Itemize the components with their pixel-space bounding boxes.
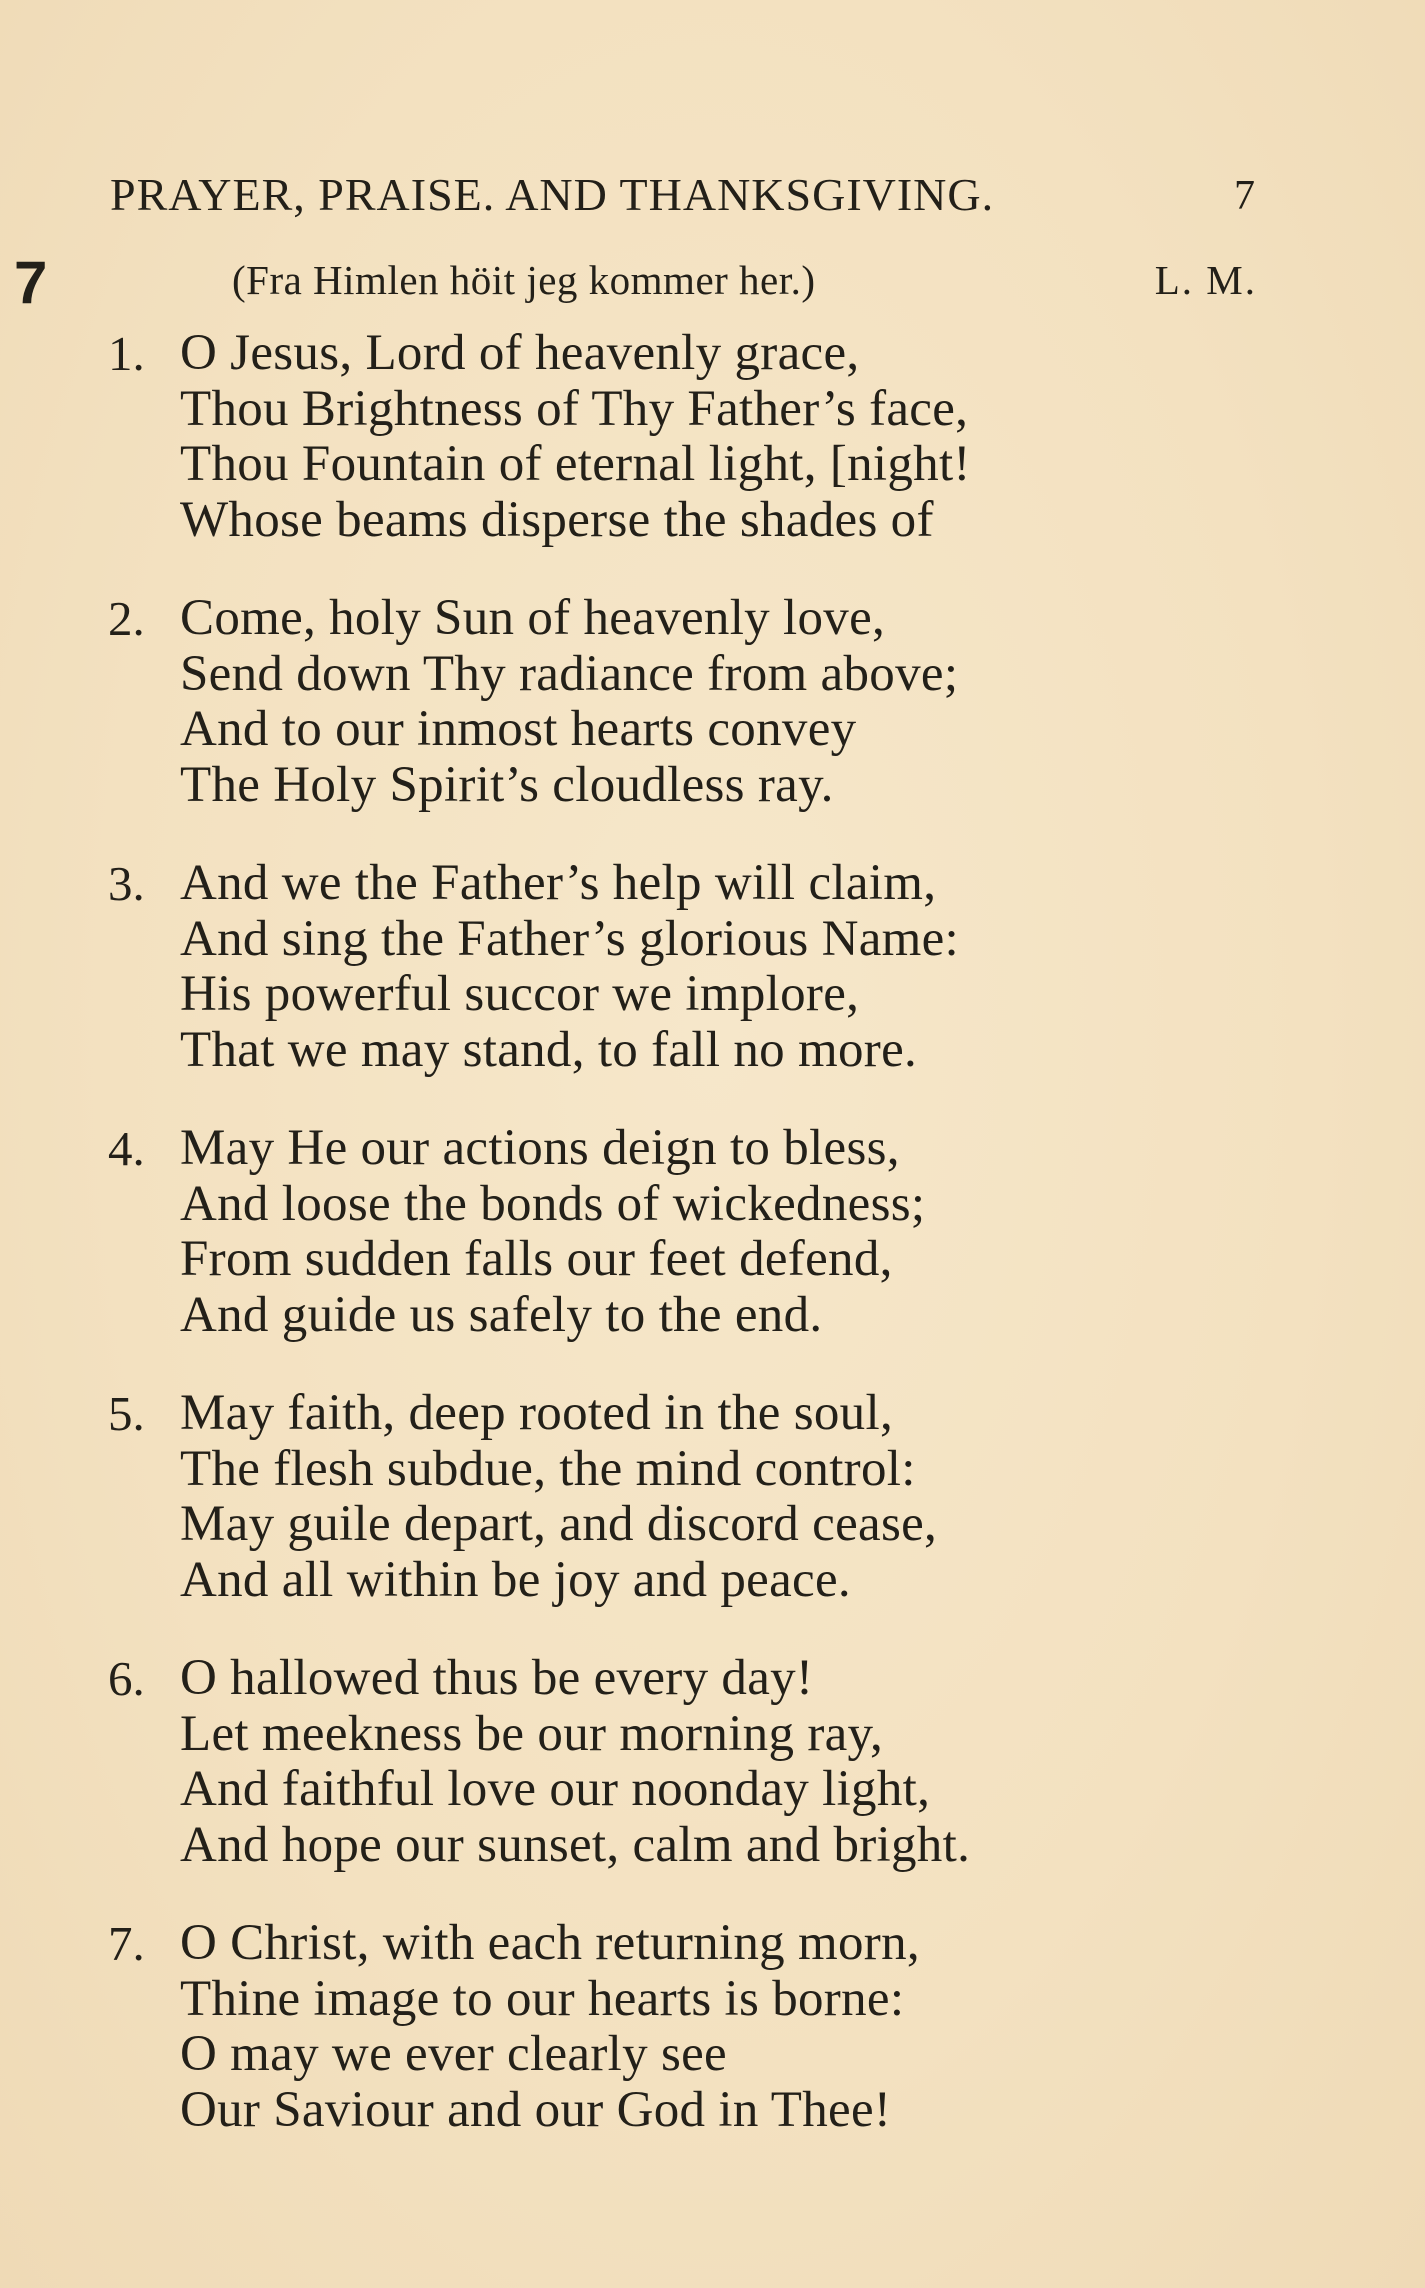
- verse: [108, 326, 1268, 591]
- verse-line: Come, holy Sun of heavenly love,: [180, 590, 886, 646]
- verse-line: And we the Father’s help will claim,: [180, 855, 937, 911]
- verses: [108, 326, 1268, 2181]
- verse-number: 3.: [108, 856, 145, 911]
- page-number: 7: [1234, 173, 1255, 219]
- verse-lines: [180, 591, 958, 813]
- verse-line: O hallowed thus be every day!: [180, 1650, 814, 1706]
- verse-lines: [180, 856, 959, 1078]
- verse-line: O Christ, with each returning morn,: [180, 1915, 920, 1971]
- verse-line: And guide us safely to the end.: [180, 1286, 823, 1343]
- verse-number: 5.: [108, 1386, 145, 1441]
- verse-line: Let meekness be our morning ray,: [180, 1705, 884, 1762]
- verse-line: That we may stand, to fall no more.: [180, 1021, 918, 1078]
- verse-line: From sudden falls our feet defend,: [180, 1231, 893, 1287]
- tune-line: [232, 256, 1257, 308]
- tune-name: (Fra Himlen höit jeg kommer her.): [232, 257, 816, 303]
- verse: [108, 591, 1268, 856]
- verse-line: May He our actions deign to bless,: [180, 1120, 900, 1176]
- verse-line: May faith, deep rooted in the soul,: [180, 1385, 893, 1441]
- verse-line: The flesh subdue, the mind control:: [180, 1440, 916, 1497]
- verse: [108, 1386, 1268, 1651]
- verse-line: O Jesus, Lord of heavenly grace,: [180, 325, 860, 381]
- verse-number: 1.: [108, 326, 145, 381]
- verse-line: Our Saviour and our God in Thee!: [180, 2081, 892, 2138]
- verse-line: O may we ever clearly see: [180, 2026, 727, 2082]
- verse-number: 4.: [108, 1121, 145, 1176]
- verse-number: 6.: [108, 1651, 145, 1706]
- verse-line: Send down Thy radiance from above;: [180, 645, 959, 702]
- verse: [108, 856, 1268, 1121]
- verse-line: Thou Brightness of Thy Father’s face,: [180, 380, 969, 437]
- verse-line: And faithful love our noonday light,: [180, 1761, 931, 1817]
- running-head: [110, 168, 1255, 228]
- verse-line: Thine image to our hearts is borne:: [180, 1970, 905, 2027]
- verse-line: The Holy Spirit’s cloudless ray.: [180, 756, 834, 813]
- verse: [108, 1651, 1268, 1916]
- verse-number: 2.: [108, 591, 145, 646]
- verse-line: And sing the Father’s glorious Name:: [180, 910, 960, 967]
- verse-line: His powerful succor we implore,: [180, 966, 860, 1022]
- verse-line: May guile depart, and discord cease,: [180, 1496, 938, 1552]
- verse-lines: [180, 1121, 925, 1343]
- verse-lines: [180, 1386, 937, 1608]
- verse-line: And loose the bonds of wickedness;: [180, 1175, 926, 1232]
- verse-lines: [180, 1651, 970, 1873]
- verse-line: And hope our sunset, calm and bright.: [180, 1816, 971, 1873]
- verse-line: Whose beams disperse the shades of: [180, 491, 934, 548]
- verse-line: Thou Fountain of eternal light, [night!: [180, 436, 971, 492]
- verse-lines: [180, 326, 971, 548]
- verse-lines: [180, 1916, 920, 2138]
- running-title: PRAYER, PRAISE. AND THANKSGIVING.: [110, 169, 995, 220]
- verse: [108, 1916, 1268, 2181]
- verse-line: And to our inmost hearts convey: [180, 701, 857, 757]
- meter: L. M.: [1154, 257, 1257, 303]
- hymn-number: 7: [14, 249, 48, 316]
- verse-number: 7.: [108, 1916, 145, 1971]
- verse: [108, 1121, 1268, 1386]
- verse-line: And all within be joy and peace.: [180, 1551, 851, 1608]
